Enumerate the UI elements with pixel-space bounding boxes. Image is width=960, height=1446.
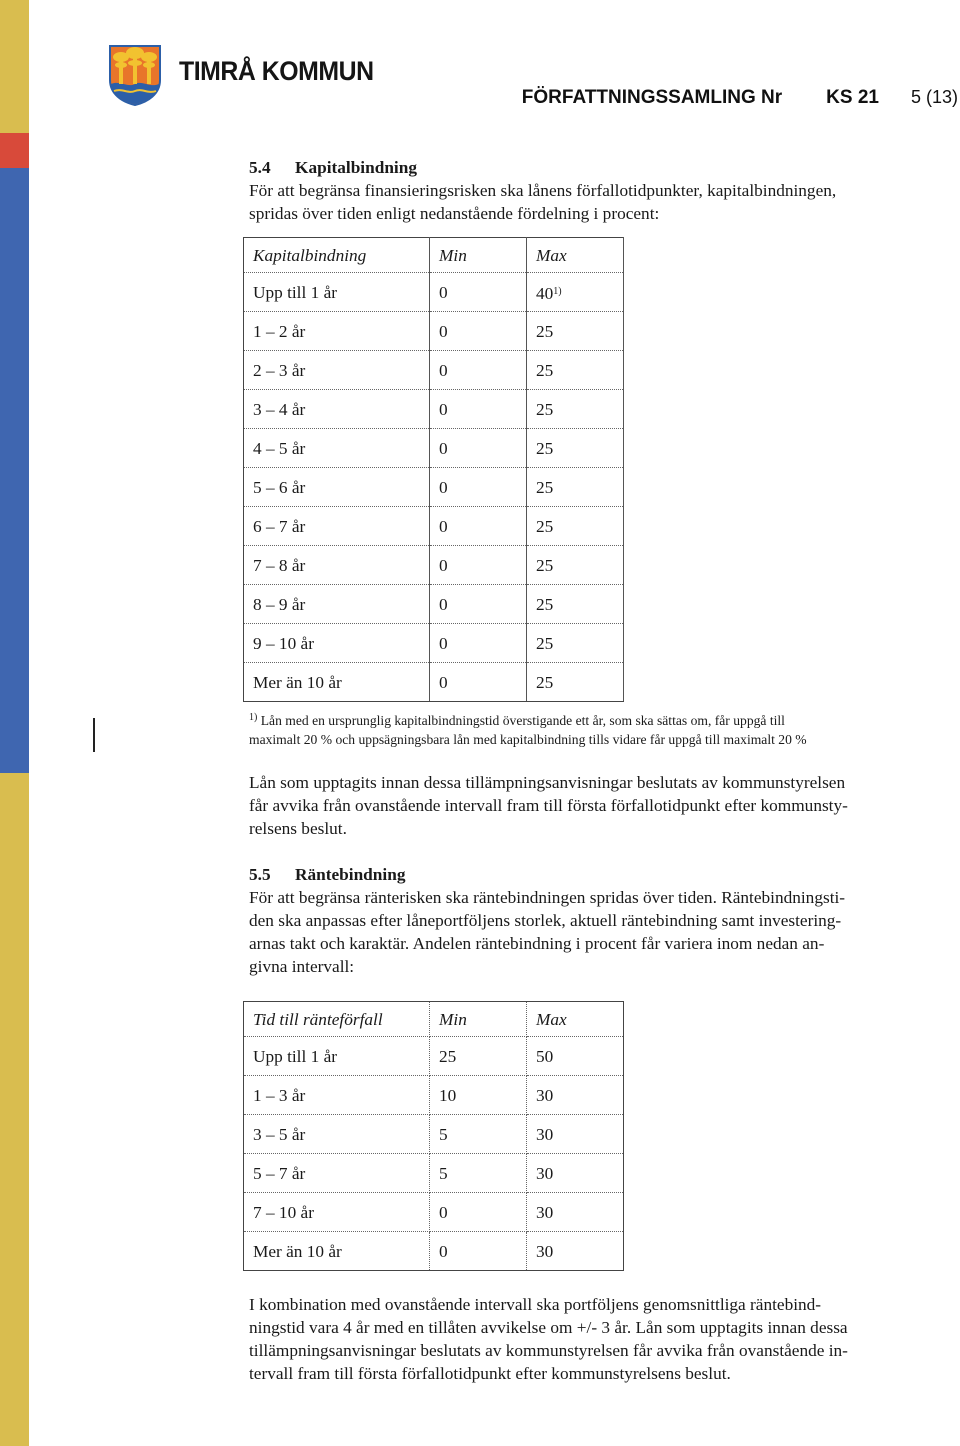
section-title: Räntebindning [295, 865, 406, 884]
section-number: 5.4 [249, 158, 271, 177]
page-number: 5 (13) [910, 87, 958, 107]
table-cell: 25 [430, 1037, 527, 1076]
text-line: arnas takt och karaktär. Andelen räntebindning i procent får variera inom nedan an- [249, 934, 825, 953]
table-row [244, 312, 624, 351]
margin-strip-yellow-top [0, 0, 29, 133]
table-row [244, 390, 624, 429]
collection-title: FÖRFATTNINGSSAMLING Nr [521, 87, 783, 108]
table-cell: 5 [430, 1115, 527, 1154]
text-line: ningstid vara 4 år med en tillåten avvikelse om +/- 3 år. Lån som upptagits innan dessa [249, 1318, 848, 1337]
table-row [244, 273, 624, 312]
section-heading [249, 156, 949, 179]
footnote-reference: 1) [553, 285, 562, 297]
column-header: Max [527, 238, 624, 273]
table-cell: 1 – 2 år [244, 312, 430, 351]
table-cell: 0 [430, 273, 527, 312]
paragraph [249, 771, 949, 840]
table-cell: 2 – 3 år [244, 351, 430, 390]
table-cell: Upp till 1 år [244, 1037, 430, 1076]
interest-binding-table [243, 1001, 624, 1271]
text-line: relsens beslut. [249, 819, 347, 838]
text-line: tervall fram till första förfallotidpunkt efter kommunstyrelsens beslut. [249, 1364, 731, 1383]
table-cell: 0 [430, 312, 527, 351]
text-line: den ska anpassas efter låneportföljens storlek, aktuell räntebindning samt investering- [249, 911, 842, 930]
table-cell: 0 [430, 351, 527, 390]
table-cell: 1 – 3 år [244, 1076, 430, 1115]
text-line: spridas över tiden enligt nedanstående fördelning i procent: [249, 204, 660, 223]
table-row [244, 1193, 624, 1232]
column-header: Kapitalbindning [244, 238, 430, 273]
margin-strip-blue [0, 168, 29, 773]
text-line: Lån med en ursprunglig kapitalbindningstid överstigande ett år, som ska sättas om, får uppgå till [257, 713, 785, 728]
table-cell: 0 [430, 1193, 527, 1232]
closing-paragraph [249, 1293, 949, 1385]
table-cell: 30 [527, 1154, 624, 1193]
table-footnote [249, 708, 949, 749]
table-row [244, 507, 624, 546]
table-cell: 25 [527, 468, 624, 507]
section-intro [249, 886, 949, 978]
table-cell: 30 [527, 1193, 624, 1232]
column-header: Min [430, 1002, 527, 1037]
margin-strip-yellow-bottom [0, 773, 29, 1446]
table-cell: 25 [527, 624, 624, 663]
table-cell: 0 [430, 546, 527, 585]
table-cell: 7 – 10 år [244, 1193, 430, 1232]
table-cell: 0 [430, 1232, 527, 1271]
table-row [244, 1076, 624, 1115]
table-row [244, 429, 624, 468]
table-row [244, 624, 624, 663]
table-cell: 25 [527, 351, 624, 390]
table-cell: 25 [527, 546, 624, 585]
table-row [244, 468, 624, 507]
table-cell: 25 [527, 390, 624, 429]
table-cell: 0 [430, 624, 527, 663]
municipality-coat-of-arms-icon [108, 44, 162, 106]
table-cell: 3 – 4 år [244, 390, 430, 429]
revision-bar [93, 718, 95, 752]
capital-binding-table [243, 237, 624, 702]
text-line: får avvika från ovanstående intervall fram till första förfallotidpunkt efter kommunsty- [249, 796, 848, 815]
table-row [244, 1115, 624, 1154]
section-title: Kapitalbindning [295, 158, 417, 177]
table-cell: Mer än 10 år [244, 663, 430, 702]
table-cell: 3 – 5 år [244, 1115, 430, 1154]
text-line: tillämpningsanvisningar beslutats av kommunstyrelsen får avvika från ovanstående in- [249, 1341, 848, 1360]
table-cell: 5 – 6 år [244, 468, 430, 507]
table-cell: 0 [430, 507, 527, 546]
table-cell: 0 [430, 390, 527, 429]
table-cell: 10 [430, 1076, 527, 1115]
table-cell: 25 [527, 663, 624, 702]
table-cell: 25 [527, 585, 624, 624]
text-line: I kombination med ovanstående intervall ska portföljens genomsnittliga räntebind- [249, 1295, 822, 1314]
table-cell: 9 – 10 år [244, 624, 430, 663]
table-cell: 4 – 5 år [244, 429, 430, 468]
table-cell: 6 – 7 år [244, 507, 430, 546]
text-line: För att begränsa ränterisken ska räntebindningen spridas över tiden. Räntebindningsti- [249, 888, 846, 907]
table-cell: 30 [527, 1115, 624, 1154]
section-number: 5.5 [249, 865, 271, 884]
document-header [522, 87, 958, 109]
document-body [249, 156, 949, 1385]
table-cell: 7 – 8 år [244, 546, 430, 585]
table-row [244, 585, 624, 624]
text-line: givna intervall: [249, 957, 355, 976]
table-cell: 5 [430, 1154, 527, 1193]
table-row [244, 351, 624, 390]
column-header: Min [430, 238, 527, 273]
table-header-row [244, 1002, 624, 1037]
table-row [244, 546, 624, 585]
section-intro [249, 179, 949, 225]
table-cell: Upp till 1 år [244, 273, 430, 312]
table-cell: 50 [527, 1037, 624, 1076]
table-cell: 0 [430, 663, 527, 702]
table-cell: 0 [430, 429, 527, 468]
table-cell [527, 273, 624, 312]
text-line: För att begränsa finansieringsrisken ska lånens förfallotidpunkter, kapitalbindningen, [249, 181, 837, 200]
cell-value: 40 [536, 283, 554, 303]
footnote-mark: 1) [249, 712, 258, 723]
table-cell: 25 [527, 429, 624, 468]
table-cell: 25 [527, 312, 624, 351]
table-row [244, 663, 624, 702]
table-row [244, 1154, 624, 1193]
text-line: Lån som upptagits innan dessa tillämpningsanvisningar beslutats av kommunstyrelsen [249, 773, 846, 792]
margin-strip-red [0, 133, 29, 168]
municipality-brand-name: TIMRÅ KOMMUN [179, 56, 374, 86]
table-cell: 30 [527, 1076, 624, 1115]
table-cell: 0 [430, 585, 527, 624]
table-header-row [244, 238, 624, 273]
table-cell: 0 [430, 468, 527, 507]
table-cell: 30 [527, 1232, 624, 1271]
section-heading [249, 863, 949, 886]
table-row [244, 1037, 624, 1076]
table-cell: Mer än 10 år [244, 1232, 430, 1271]
table-cell: 8 – 9 år [244, 585, 430, 624]
table-row [244, 1232, 624, 1271]
text-line: maximalt 20 % och uppsägningsbara lån med kapitalbindning tills vidare får uppgå till maximalt 20 % [249, 732, 807, 747]
column-header: Tid till ränteförfall [244, 1002, 430, 1037]
column-header: Max [527, 1002, 624, 1037]
table-cell: 5 – 7 år [244, 1154, 430, 1193]
table-cell: 25 [527, 507, 624, 546]
document-code: KS 21 [826, 87, 879, 108]
